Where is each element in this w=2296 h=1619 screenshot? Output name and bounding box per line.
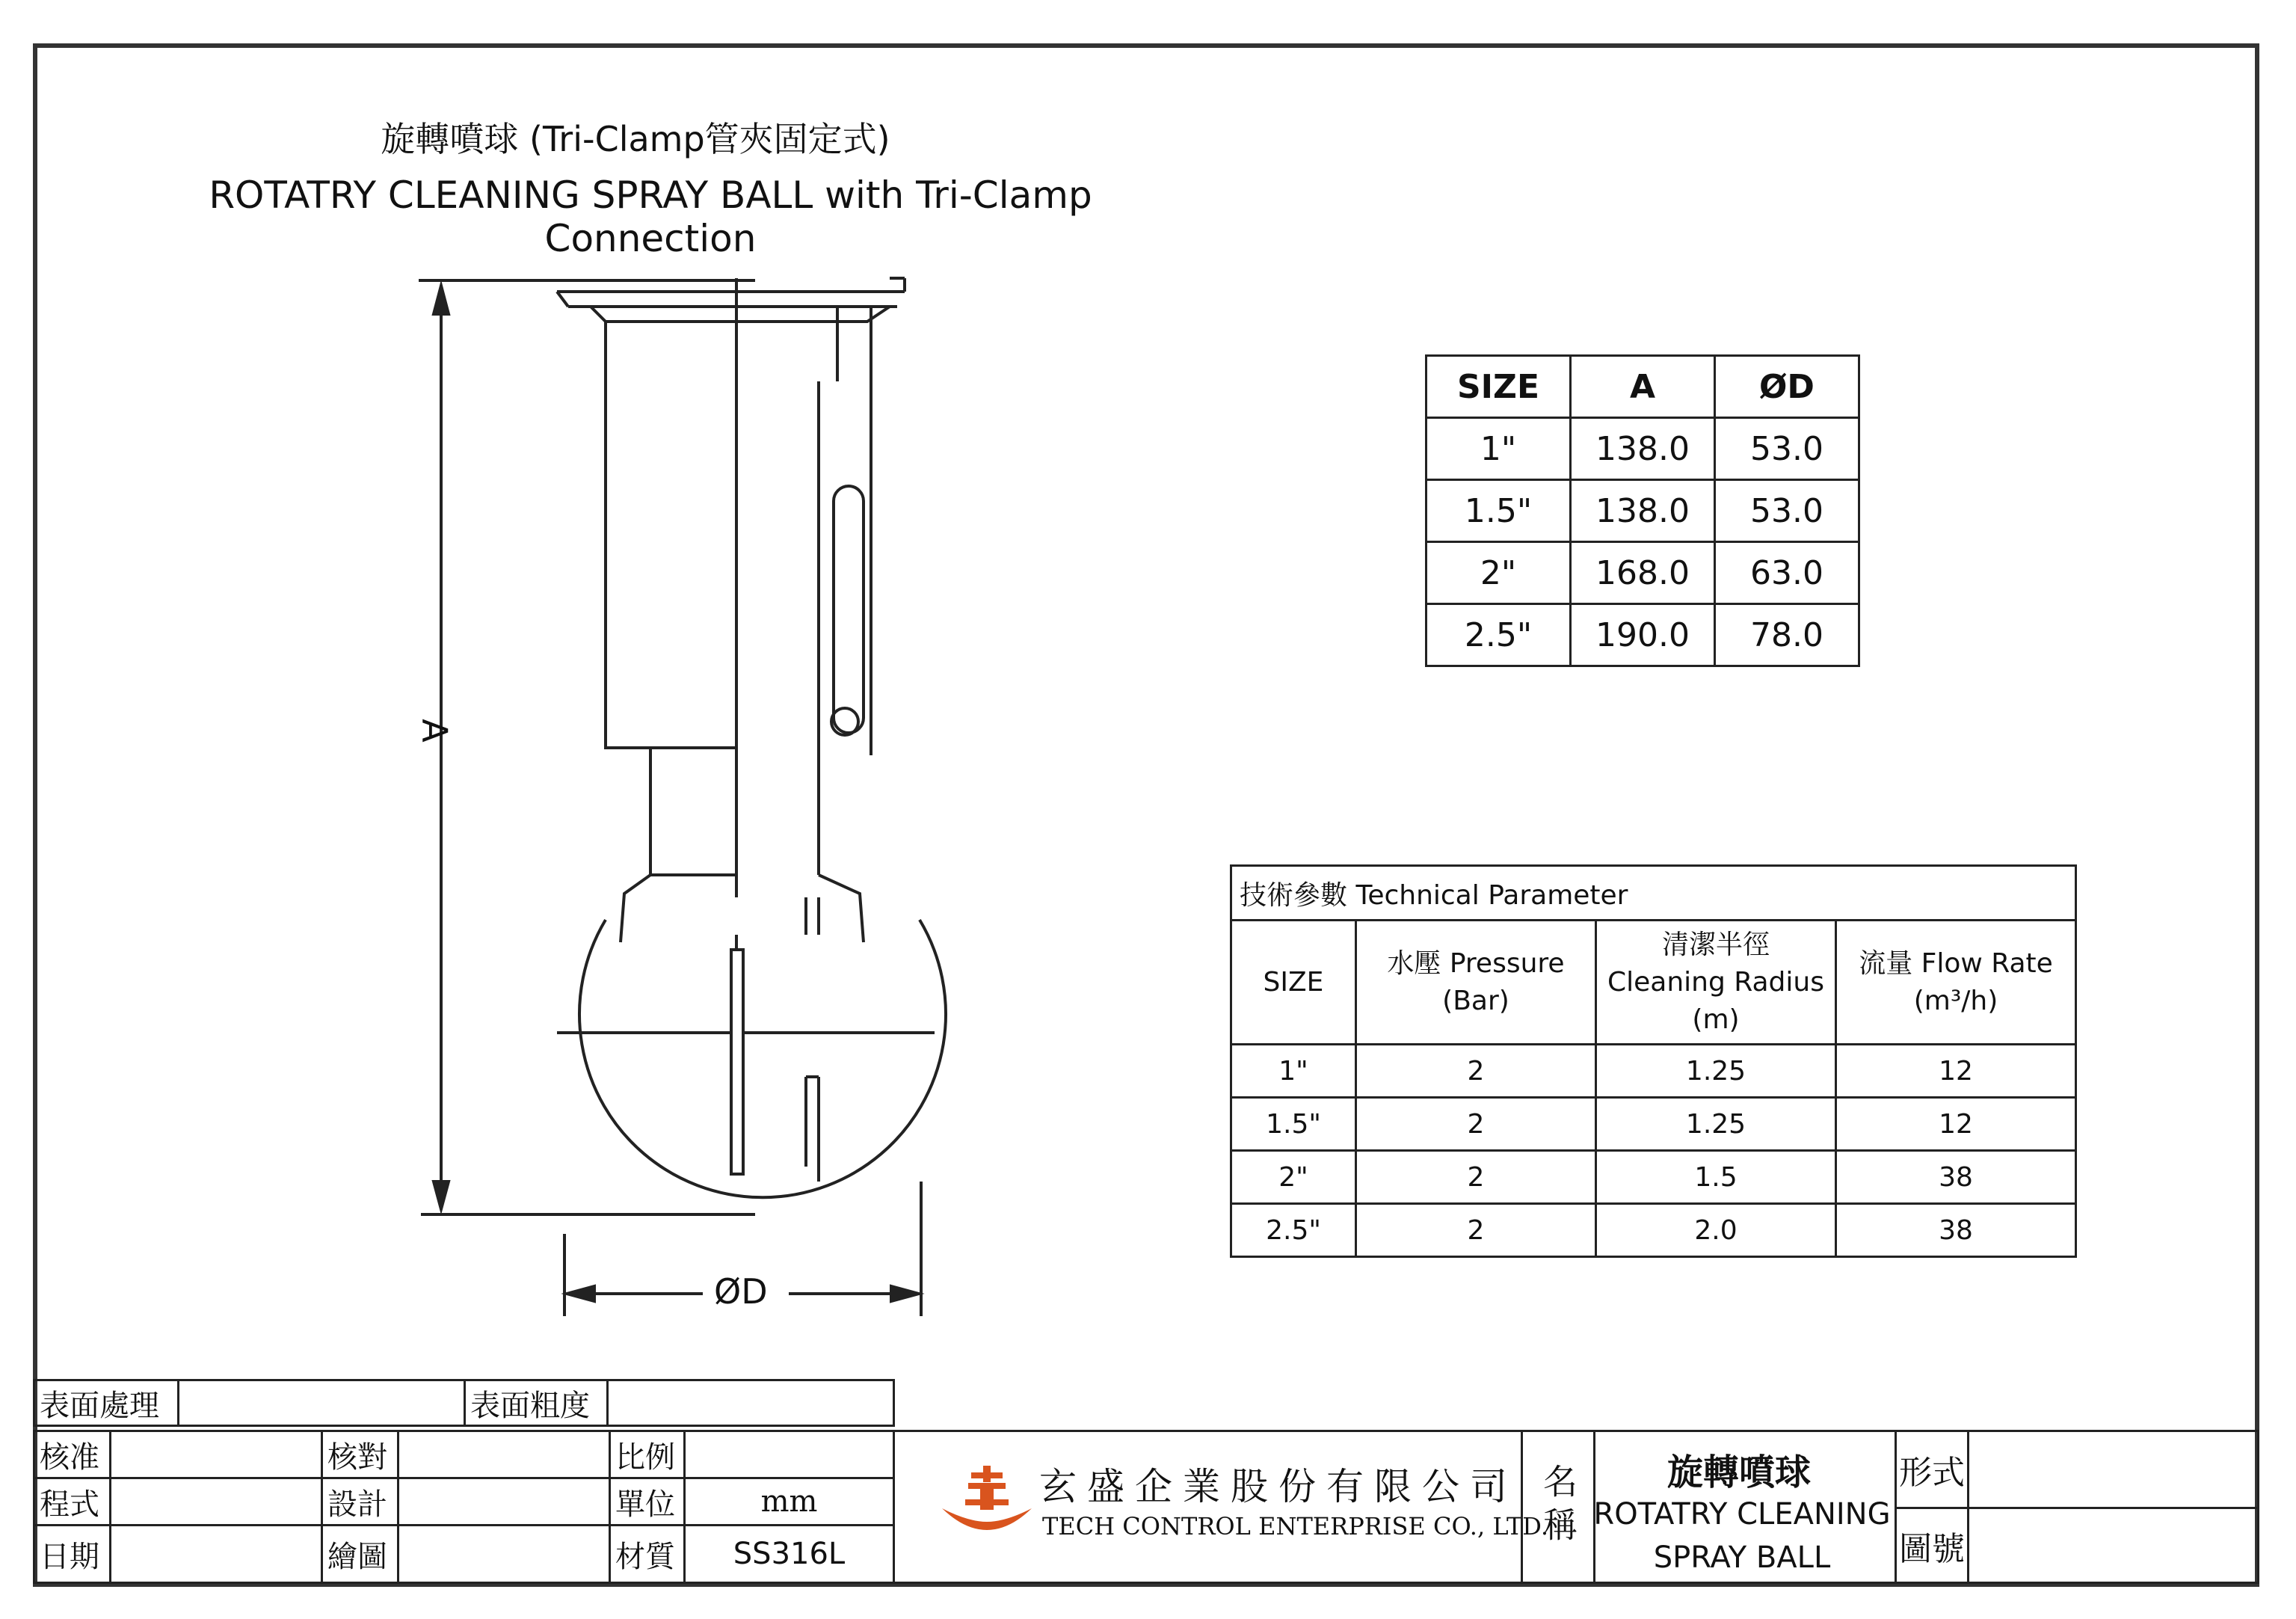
table-row <box>1426 480 1859 542</box>
surface-roughness-label: 表面粗度 <box>464 1379 609 1427</box>
table-cell: 1.5 <box>1596 1151 1836 1204</box>
table-cell: 12 <box>1836 1098 2076 1151</box>
table-cell: 1" <box>1231 1045 1356 1098</box>
dim-d-arrow-left <box>567 1286 594 1301</box>
table-row <box>1231 1045 2076 1098</box>
size-table <box>1425 354 1860 667</box>
header-cell: SIZE <box>1426 356 1571 418</box>
table-cell: 53.0 <box>1715 480 1859 542</box>
table-cell: 2.5" <box>1426 604 1571 666</box>
company-logo <box>938 1462 1035 1544</box>
table-cell: 2 <box>1356 1151 1596 1204</box>
date-value <box>109 1524 323 1584</box>
scale-label: 比例 <box>609 1430 686 1479</box>
dim-a-arrow-bottom <box>434 1182 449 1209</box>
title-english: ROTATRY CLEANING SPRAY BALL with Tri-Clamp Connection <box>209 173 1092 260</box>
date-label: 日期 <box>33 1524 111 1584</box>
draw-label: 繪圖 <box>321 1524 399 1584</box>
table-row <box>1426 542 1859 604</box>
product-name-chinese: 旋轉噴球 <box>1666 1451 1811 1493</box>
table-row <box>1231 1204 2076 1257</box>
table-cell: 38 <box>1836 1204 2076 1257</box>
table-cell: 2 <box>1356 1045 1596 1098</box>
surface-roughness-value <box>606 1379 895 1427</box>
dim-d-label: ØD <box>714 1271 768 1312</box>
table-row <box>1426 604 1859 666</box>
spray-ball-drawing <box>0 0 1047 1346</box>
header-cell: ØD <box>1715 356 1859 418</box>
surface-treatment-value <box>177 1379 466 1427</box>
design-label: 設計 <box>321 1477 399 1526</box>
product-name-english-line1: ROTATRY CLEANING <box>1593 1497 1891 1532</box>
title-chinese: 旋轉噴球 (Tri-Clamp管夾固定式) <box>381 119 890 159</box>
scale-value <box>683 1430 895 1479</box>
table-cell: 1.5" <box>1231 1098 1356 1151</box>
drawing-no-label: 圖號 <box>1895 1507 1969 1584</box>
table-cell: 168.0 <box>1571 542 1715 604</box>
dim-a-label: A <box>414 719 455 743</box>
check-value <box>397 1430 611 1479</box>
table-cell: 2.0 <box>1596 1204 1836 1257</box>
process-label: 程式 <box>33 1477 111 1526</box>
header-cell: A <box>1571 356 1715 418</box>
surface-treatment-label: 表面處理 <box>33 1379 179 1427</box>
table-row <box>1231 1151 2076 1204</box>
table-cell: 1.25 <box>1596 1045 1836 1098</box>
table-row <box>1231 1098 2076 1151</box>
process-value <box>109 1477 323 1526</box>
draw-value <box>397 1524 611 1584</box>
table-cell: 1.25 <box>1596 1098 1836 1151</box>
size-table-header <box>1426 356 1859 418</box>
company-name-chinese: 玄盛企業股份有限公司 <box>1039 1465 1518 1508</box>
approve-label: 核准 <box>33 1430 111 1479</box>
table-cell: 1.5" <box>1426 480 1571 542</box>
table-cell: 78.0 <box>1715 604 1859 666</box>
table-caption: 技術參數 Technical Parameter <box>1231 866 2076 921</box>
table-cell: 63.0 <box>1715 542 1859 604</box>
header-cell: 水壓 Pressure (Bar) <box>1356 921 1596 1045</box>
design-value <box>397 1477 611 1526</box>
product-name-english-line2: SPRAY BALL <box>1653 1540 1831 1575</box>
dim-d-arrow-right <box>891 1286 919 1301</box>
table-cell: 2 <box>1356 1204 1596 1257</box>
table-cell: 138.0 <box>1571 480 1715 542</box>
form-value <box>1967 1430 2259 1509</box>
table-cell: 138.0 <box>1571 418 1715 480</box>
table-cell: 2" <box>1426 542 1571 604</box>
table-cell: 12 <box>1836 1045 2076 1098</box>
header-cell: 清潔半徑 Cleaning Radius (m) <box>1596 921 1836 1045</box>
unit-label: 單位 <box>609 1477 686 1526</box>
form-label: 形式 <box>1895 1430 1969 1509</box>
check-label: 核對 <box>321 1430 399 1479</box>
name-label: 名稱 <box>1521 1430 1595 1584</box>
company-name-english: TECH CONTROL ENTERPRISE CO., LTD. <box>1042 1512 1548 1540</box>
table-cell: 2" <box>1231 1151 1356 1204</box>
table-cell: 53.0 <box>1715 418 1859 480</box>
drawing-no-value <box>1967 1507 2259 1584</box>
product-name-english <box>1592 1493 1892 1579</box>
material-label: 材質 <box>609 1524 686 1584</box>
table-cell: 2.5" <box>1231 1204 1356 1257</box>
table-row <box>1426 418 1859 480</box>
technical-parameter-table <box>1230 864 2077 1258</box>
material-value: SS316L <box>683 1524 895 1584</box>
table-cell: 38 <box>1836 1151 2076 1204</box>
tech-table-header <box>1231 921 2076 1045</box>
dim-a-arrow-top <box>434 286 449 314</box>
header-cell: SIZE <box>1231 921 1356 1045</box>
unit-value: mm <box>683 1477 895 1526</box>
approve-value <box>109 1430 323 1479</box>
header-cell: 流量 Flow Rate (m³/h) <box>1836 921 2076 1045</box>
table-cell: 190.0 <box>1571 604 1715 666</box>
table-cell: 2 <box>1356 1098 1596 1151</box>
table-cell: 1" <box>1426 418 1571 480</box>
